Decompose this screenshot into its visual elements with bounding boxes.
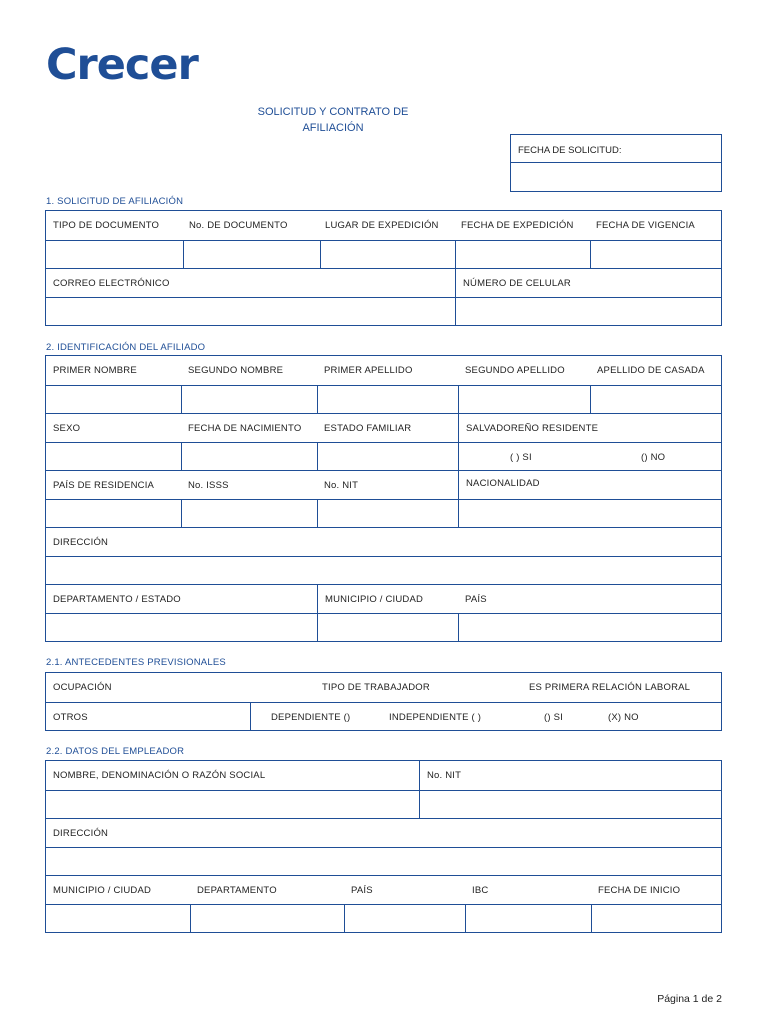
label-empleador-pais: PAÍS <box>351 885 373 896</box>
option-independiente[interactable]: INDEPENDIENTE ( ) <box>389 711 482 723</box>
field-empleador-departamento[interactable] <box>190 905 344 933</box>
option-dependiente[interactable]: DEPENDIENTE () <box>271 711 351 723</box>
fecha-solicitud-label: FECHA DE SOLICITUD: <box>511 135 721 163</box>
label-sexo: SEXO <box>53 423 81 434</box>
label-departamento-estado: DEPARTAMENTO / ESTADO <box>53 594 181 605</box>
field-apellido-casada[interactable] <box>590 386 721 414</box>
field-empleador-municipio[interactable] <box>46 905 190 933</box>
label-no-documento: No. DE DOCUMENTO <box>189 220 288 231</box>
label-empleador-ibc: IBC <box>472 885 489 896</box>
label-primera-relacion: ES PRIMERA RELACIÓN LABORAL <box>529 682 691 693</box>
field-ocupacion[interactable]: OTROS <box>46 702 251 731</box>
field-primer-nombre[interactable] <box>46 386 181 414</box>
option-residente-si[interactable] <box>458 443 590 471</box>
field-municipio-ciudad[interactable] <box>317 614 458 642</box>
label-segundo-nombre: SEGUNDO NOMBRE <box>188 365 284 376</box>
field-empleador-fecha-inicio[interactable] <box>591 905 721 933</box>
field-primer-apellido[interactable] <box>317 386 458 414</box>
document-title-line1: SOLICITUD Y CONTRATO DE <box>257 106 409 118</box>
label-primer-nombre: PRIMER NOMBRE <box>53 365 137 376</box>
label-tipo-trabajador: TIPO DE TRABAJADOR <box>322 682 430 693</box>
field-pais-residencia[interactable] <box>46 500 181 528</box>
label-numero-celular: NÚMERO DE CELULAR <box>455 269 721 297</box>
fecha-solicitud-box <box>510 134 722 192</box>
field-pais[interactable] <box>458 614 721 642</box>
field-no-isss[interactable] <box>181 500 317 528</box>
brand-logo: Crecer <box>46 40 198 90</box>
label-empleador-fecha-inicio: FECHA DE INICIO <box>598 885 681 896</box>
option-primera-si[interactable]: () SI <box>544 711 563 723</box>
field-tipo-documento[interactable] <box>46 241 183 269</box>
label-empleador-nit: No. NIT <box>419 761 721 790</box>
label-no-nit: No. NIT <box>324 480 359 491</box>
section-2-1-heading: 2.1. ANTECEDENTES PREVISIONALES <box>46 657 226 668</box>
label-empleador-municipio: MUNICIPIO / CIUDAD <box>53 885 152 896</box>
field-no-documento[interactable] <box>183 241 320 269</box>
option-primera-no[interactable]: (X) NO <box>608 711 639 723</box>
field-empleador-pais[interactable] <box>344 905 465 933</box>
option-residente-no[interactable] <box>590 443 721 471</box>
label-primer-apellido: PRIMER APELLIDO <box>324 365 413 376</box>
residente-no-label: () NO <box>641 451 666 463</box>
section-2-2-table <box>45 760 722 933</box>
field-nacionalidad[interactable] <box>458 500 721 528</box>
field-departamento-estado[interactable] <box>46 614 317 642</box>
field-empleador-ibc[interactable] <box>465 905 591 933</box>
field-fecha-expedicion[interactable] <box>455 241 590 269</box>
label-salvadoreno-residente: SALVADOREÑO RESIDENTE <box>458 414 721 442</box>
field-fecha-vigencia[interactable] <box>590 241 721 269</box>
label-empleador-direccion: DIRECCIÓN <box>53 828 109 839</box>
label-empleador-departamento: DEPARTAMENTO <box>197 885 277 896</box>
section-1-heading: 1. SOLICITUD DE AFILIACIÓN <box>46 196 184 207</box>
document-title <box>233 104 433 136</box>
label-direccion: DIRECCIÓN <box>53 537 109 548</box>
field-segundo-nombre[interactable] <box>181 386 317 414</box>
label-pais-residencia: PAÍS DE RESIDENCIA <box>53 480 155 491</box>
section-2-1-table <box>45 672 722 731</box>
label-no-isss: No. ISSS <box>188 480 229 491</box>
field-empleador-nit[interactable] <box>419 791 721 819</box>
field-fecha-nacimiento[interactable] <box>181 443 317 471</box>
label-nombre-razon-social: NOMBRE, DENOMINACIÓN O RAZÓN SOCIAL <box>53 770 266 781</box>
field-segundo-apellido[interactable] <box>458 386 590 414</box>
label-municipio-ciudad: MUNICIPIO / CIUDAD <box>317 585 458 613</box>
field-correo-electronico[interactable] <box>46 298 455 326</box>
label-correo-electronico: CORREO ELECTRÓNICO <box>53 278 170 289</box>
label-lugar-expedicion: LUGAR DE EXPEDICIÓN <box>325 220 439 231</box>
field-direccion[interactable] <box>46 557 721 585</box>
label-fecha-vigencia: FECHA DE VIGENCIA <box>596 220 695 231</box>
section-2-2-heading: 2.2. DATOS DEL EMPLEADOR <box>46 746 185 757</box>
label-tipo-documento: TIPO DE DOCUMENTO <box>53 220 160 231</box>
label-apellido-casada: APELLIDO DE CASADA <box>597 365 705 376</box>
label-nacionalidad: NACIONALIDAD <box>458 471 721 499</box>
residente-si-label: ( ) SI <box>510 451 532 463</box>
section-2-table <box>45 355 722 642</box>
field-estado-familiar[interactable] <box>317 443 458 471</box>
field-empleador-direccion[interactable] <box>46 848 721 876</box>
field-sexo[interactable] <box>46 443 181 471</box>
label-estado-familiar: ESTADO FAMILIAR <box>324 423 412 434</box>
field-nombre-razon-social[interactable] <box>46 791 419 819</box>
label-ocupacion: OCUPACIÓN <box>53 682 112 693</box>
document-title-line2: AFILIACIÓN <box>302 122 364 134</box>
page-number: Página 1 de 2 <box>657 993 722 1005</box>
field-lugar-expedicion[interactable] <box>320 241 455 269</box>
label-fecha-nacimiento: FECHA DE NACIMIENTO <box>188 423 302 434</box>
label-segundo-apellido: SEGUNDO APELLIDO <box>465 365 565 376</box>
label-fecha-expedicion: FECHA DE EXPEDICIÓN <box>461 220 574 231</box>
section-2-heading: 2. IDENTIFICACIÓN DEL AFILIADO <box>46 342 206 353</box>
field-no-nit[interactable] <box>317 500 458 528</box>
fecha-solicitud-field[interactable] <box>511 163 721 191</box>
section-1-table <box>45 210 722 326</box>
field-numero-celular[interactable] <box>455 298 721 326</box>
label-pais: PAÍS <box>465 594 487 605</box>
